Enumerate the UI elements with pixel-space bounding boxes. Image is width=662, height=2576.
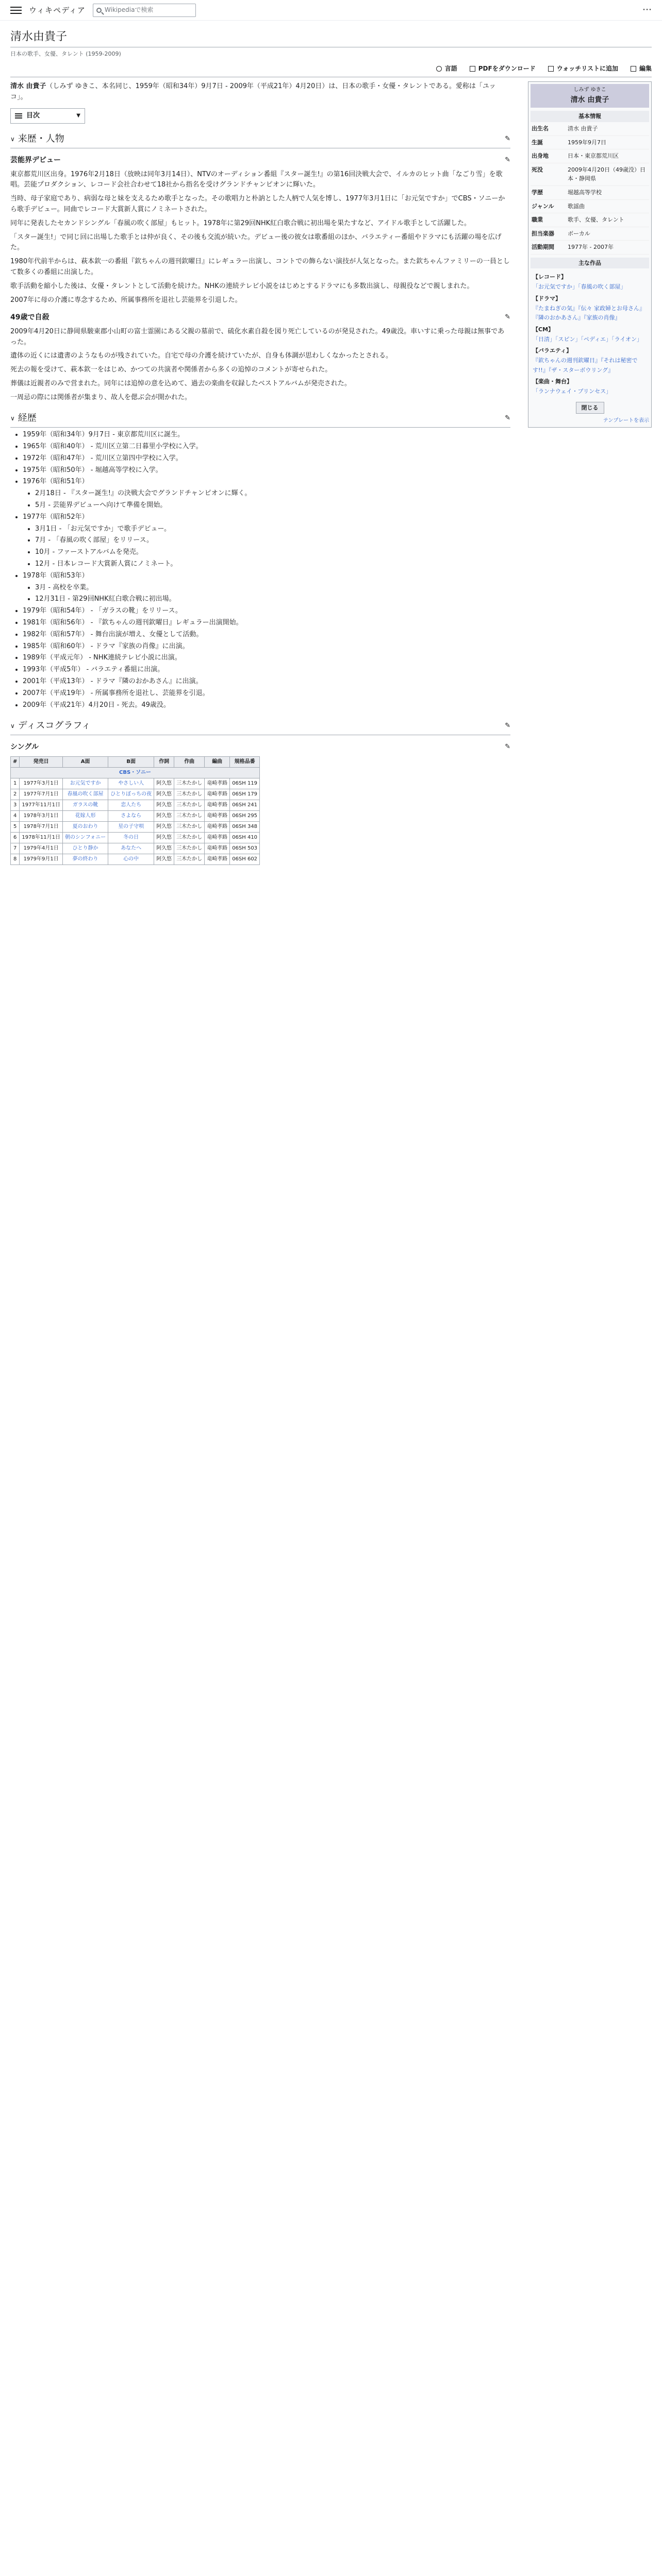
table-cell: 竜崎孝路 bbox=[205, 854, 230, 865]
table-row bbox=[11, 810, 260, 821]
table-cell: 06SH 503 bbox=[230, 843, 260, 854]
infobox-toggle[interactable] bbox=[531, 402, 649, 414]
list-item bbox=[23, 465, 510, 476]
infobox-key: 出生名 bbox=[532, 125, 549, 132]
career-text: 1985年（昭和60年） - ドラマ『家族の肖像』に出演。 bbox=[23, 642, 189, 650]
table-cell: 竜崎孝路 bbox=[205, 832, 230, 843]
career-sublist bbox=[23, 524, 510, 570]
table-row bbox=[11, 778, 260, 789]
table-group-row bbox=[11, 767, 260, 778]
list-item bbox=[23, 453, 510, 464]
table-row bbox=[11, 800, 260, 810]
pencil-icon bbox=[631, 66, 636, 72]
tab-edit[interactable] bbox=[631, 64, 652, 74]
language-icon bbox=[436, 66, 442, 72]
table-cell: 1978年11月1日 bbox=[20, 832, 63, 843]
career-text: 1979年（昭和54年） - 「ガラスの靴」をリリース。 bbox=[23, 607, 182, 615]
works-item[interactable]: 『欽ちゃんの週刊欽曜日』『それは秘密です!!』『ザ・スターボウリング』 bbox=[533, 357, 638, 374]
table-body bbox=[11, 767, 260, 865]
table-cell[interactable]: 心の中 bbox=[108, 854, 154, 865]
search-icon bbox=[96, 8, 102, 13]
infobox-rows bbox=[531, 122, 649, 255]
infobox-row bbox=[531, 200, 649, 214]
infobox-kana: しみず ゆきこ bbox=[573, 87, 606, 93]
tab-edit-label: 編集 bbox=[639, 64, 652, 72]
chevron-down-icon: ▼ bbox=[76, 112, 80, 118]
table-cell[interactable]: 冬の日 bbox=[108, 832, 154, 843]
infobox-value: ボーカル bbox=[568, 230, 590, 237]
infobox-value: 清水 由貴子 bbox=[568, 125, 598, 132]
table-cell: 7 bbox=[11, 843, 20, 854]
subsection-debut-label: 芸能界デビュー bbox=[10, 156, 61, 165]
list-item bbox=[23, 676, 510, 687]
list-item bbox=[23, 477, 510, 511]
infobox bbox=[528, 81, 652, 428]
lead-text: （しみず ゆきこ、本名同じ、1959年（昭和34年）9月7日 - 2009年（平成21年）4月20日）は、日本の歌手・女優・タレントである。愛称は「ユッコ」。 bbox=[10, 82, 496, 101]
infobox-row bbox=[531, 163, 649, 186]
table-cell: 阿久悠 bbox=[154, 778, 174, 789]
infobox-value: 2009年4月20日（49歳没）日本・静岡県 bbox=[568, 166, 646, 182]
edit-section-icon[interactable]: ✎ bbox=[505, 414, 510, 422]
more-icon[interactable]: ⋯ bbox=[642, 4, 652, 15]
infobox-key: 学歴 bbox=[532, 189, 543, 196]
table-header-cell: B面 bbox=[108, 756, 154, 767]
table-header-cell: 作詞 bbox=[154, 756, 174, 767]
paragraph: 同年に発表したセカンドシングル「春風の吹く部屋」もヒット。1978年に第29回NHK紅白歌合戦に初出場を果たすなど、アイドル歌手として活躍した。 bbox=[10, 219, 471, 227]
table-cell[interactable]: 春風の吹く部屋 bbox=[62, 789, 108, 800]
subsection-debut bbox=[10, 155, 510, 166]
tab-pdf[interactable] bbox=[470, 64, 536, 74]
career-text: 1982年（昭和57年） - 舞台出演が増え、女優として活動。 bbox=[23, 630, 203, 638]
table-cell: 1979年4月1日 bbox=[20, 843, 63, 854]
table-cell[interactable]: 恋人たち bbox=[108, 800, 154, 810]
section-heading-career[interactable] bbox=[10, 411, 510, 428]
infobox-value: 1977年 - 2007年 bbox=[568, 244, 614, 251]
list-item bbox=[23, 665, 510, 675]
search-input[interactable] bbox=[93, 4, 196, 17]
table-cell: 三木たかし bbox=[174, 854, 205, 865]
page-tabs bbox=[10, 61, 652, 77]
subsection-singles bbox=[10, 741, 510, 753]
infobox-row bbox=[531, 122, 649, 136]
list-item bbox=[23, 512, 510, 570]
paragraph: 遺体の近くには遺書のようなものが残されていた。自宅で母の介護を続けていたが、自身も体調が思わしくなかったとされる。 bbox=[10, 352, 393, 360]
works-item[interactable]: 「お元気ですか」「春風の吹く部屋」 bbox=[533, 283, 626, 291]
table-row bbox=[11, 854, 260, 865]
table-cell: 06SH 348 bbox=[230, 821, 260, 832]
list-item: • 3月 - 高校を卒業。 bbox=[35, 583, 510, 594]
paragraph: 「スター誕生!」で同じ回に出場した歌手とは仲が良く、その後も交流が続いた。デビュー後の彼女は歌番組のほか、バラエティー番組やドラマにも活躍の場を広げた。 bbox=[10, 233, 502, 252]
table-group-label[interactable]: CBS・ソニー bbox=[11, 767, 260, 778]
singles-table bbox=[10, 756, 260, 865]
table-cell[interactable]: 星の子守唄 bbox=[108, 821, 154, 832]
table-header-cell: # bbox=[11, 756, 20, 767]
list-item bbox=[23, 641, 510, 652]
chevron-icon: ∨ bbox=[10, 722, 15, 730]
lead-name: 清水 由貴子 bbox=[10, 82, 46, 90]
career-text: 1981年（昭和56年） - 『欽ちゃんの週刊欽曜日』レギュラー出演開始。 bbox=[23, 619, 243, 627]
top-right bbox=[642, 3, 652, 18]
table-cell: 竜崎孝路 bbox=[205, 800, 230, 810]
table-cell[interactable]: やさしい人 bbox=[108, 778, 154, 789]
career-text: 2001年（平成13年） - ドラマ『隣のおかあさん』に出演。 bbox=[23, 677, 203, 686]
career-text: 1993年（平成5年） - バラエティ番組に出演。 bbox=[23, 666, 164, 674]
edit-section-icon[interactable]: ✎ bbox=[505, 722, 510, 730]
table-cell: 06SH 602 bbox=[230, 854, 260, 865]
infobox-value: 歌手、女優、タレント bbox=[568, 216, 624, 224]
download-icon bbox=[470, 66, 475, 72]
table-cell: 三木たかし bbox=[174, 778, 205, 789]
infobox-value: 日本・東京都荒川区 bbox=[568, 152, 619, 160]
table-cell: 阿久悠 bbox=[154, 821, 174, 832]
table-header-cell: 作曲 bbox=[174, 756, 205, 767]
tab-watchlist[interactable] bbox=[548, 64, 618, 74]
content-layout bbox=[10, 81, 652, 865]
chevron-icon: ∨ bbox=[10, 415, 15, 422]
table-cell: 阿久悠 bbox=[154, 800, 174, 810]
paragraph: 一周忌の際には関係者が集まり、故人を偲ぶ会が開かれた。 bbox=[10, 393, 192, 401]
career-text: 2007年（平成19年） - 所属事務所を退社し、芸能界を引退。 bbox=[23, 689, 209, 697]
edit-section-icon[interactable]: ✎ bbox=[505, 156, 510, 164]
table-cell: 竜崎孝路 bbox=[205, 789, 230, 800]
tab-watchlist-label: ウォッチリストに追加 bbox=[556, 64, 618, 72]
career-text: 1976年（昭和51年） bbox=[23, 478, 89, 486]
table-cell: 三木たかし bbox=[174, 821, 205, 832]
edit-section-icon[interactable]: ✎ bbox=[505, 313, 510, 321]
page-title: 清水由貴子 bbox=[10, 28, 652, 47]
infobox-key: 生誕 bbox=[532, 139, 543, 146]
toc-label: 目次 bbox=[26, 111, 40, 120]
infobox-section-basic: 基本情報 bbox=[531, 111, 649, 122]
table-cell[interactable]: あなたへ bbox=[108, 843, 154, 854]
paragraph: 当時、母子家庭であり、病弱な母と妹を支えるため歌手となった。その歌唱力と朴訥とした人柄で人気を博し、1977年3月1日に「お元気ですか」でCBS・ソニーから歌手デビュー。同曲でレコード大賞新人賞にノミネートされた。 bbox=[10, 195, 505, 213]
career-sublist bbox=[23, 488, 510, 511]
section-career-label: 経歴 bbox=[18, 413, 37, 424]
infobox-key: 死没 bbox=[532, 166, 543, 173]
table-cell[interactable]: ガラスの靴 bbox=[62, 800, 108, 810]
works-group: 【CM】 bbox=[533, 326, 554, 333]
career-text: 1959年（昭和34年）9月7日 - 東京都荒川区に誕生。 bbox=[23, 431, 185, 439]
table-cell: 三木たかし bbox=[174, 800, 205, 810]
table-cell: 竜崎孝路 bbox=[205, 810, 230, 821]
table-cell: 1979年9月1日 bbox=[20, 854, 63, 865]
table-cell: 阿久悠 bbox=[154, 810, 174, 821]
career-sublist bbox=[23, 583, 510, 605]
table-cell: 06SH 119 bbox=[230, 778, 260, 789]
works-group: 【楽曲・舞台】 bbox=[533, 378, 572, 385]
infobox-key: ジャンル bbox=[532, 202, 554, 210]
list-item bbox=[23, 653, 510, 664]
page bbox=[0, 21, 662, 865]
infobox-section-works: 主な作品 bbox=[531, 258, 649, 269]
table-cell: 三木たかし bbox=[174, 832, 205, 843]
table-cell[interactable]: ひとり静か bbox=[62, 843, 108, 854]
table-cell: 1977年11月1日 bbox=[20, 800, 63, 810]
career-text: 1965年（昭和40年） - 荒川区立第二日暮里小学校に入学。 bbox=[23, 443, 203, 451]
career-text: 1972年（昭和47年） - 荒川区立第四中学校に入学。 bbox=[23, 454, 183, 462]
toc-icon bbox=[15, 113, 22, 118]
career-text: 1975年（昭和50年） - 堀越高等学校に入学。 bbox=[23, 466, 162, 474]
infobox-value: 1959年9月7日 bbox=[568, 139, 606, 146]
paragraph: 2007年に母の介護に専念するため、所属事務所を退社し芸能界を引退した。 bbox=[10, 296, 242, 304]
table-cell: 06SH 410 bbox=[230, 832, 260, 843]
career-text: 1989年（平成元年） - NHK連続テレビ小説に出演。 bbox=[23, 654, 181, 662]
section-discography-label: ディスコグラフィ bbox=[18, 720, 91, 732]
table-cell[interactable]: 朝のシンフォニー bbox=[62, 832, 108, 843]
list-item bbox=[23, 430, 510, 440]
works-item[interactable]: 『隣のおかあさん』『家族の肖像』 bbox=[533, 314, 621, 321]
table-header-cell: 規格品番 bbox=[230, 756, 260, 767]
infobox-works bbox=[531, 268, 649, 398]
table-cell[interactable]: さよなら bbox=[108, 810, 154, 821]
tab-language[interactable] bbox=[436, 64, 457, 74]
career-text: 2009年（平成21年）4月20日 - 死去。49歳没。 bbox=[23, 701, 170, 709]
table-cell: 三木たかし bbox=[174, 843, 205, 854]
infobox-value: 堀越高等学校 bbox=[568, 189, 602, 196]
paragraph: 1980年代前半からは、萩本欽一の番組『欽ちゃんの週刊欽曜日』にレギュラー出演し、コントでの飾らない演技が人気となった。また欽ちゃんファミリーの一員として数多くの番組に出演した。 bbox=[10, 258, 510, 276]
table-header-row bbox=[11, 756, 260, 767]
works-item[interactable]: 「ランナウェイ・プリンセス」 bbox=[533, 388, 612, 395]
table-cell: 4 bbox=[11, 810, 20, 821]
works-group: 【バラエティ】 bbox=[533, 347, 572, 354]
table-cell: 1977年3月1日 bbox=[20, 778, 63, 789]
chevron-icon: ∨ bbox=[10, 135, 15, 143]
paragraph: 歌手活動を縮小した後は、女優・タレントとして活動を続けた。NHKの連続テレビ小説をはじめとするドラマにも多数出演し、母親役などで親しまれた。 bbox=[10, 282, 474, 290]
section-heading-history[interactable] bbox=[10, 132, 510, 148]
career-list bbox=[10, 430, 510, 710]
table-cell[interactable]: お元気ですか bbox=[62, 778, 108, 789]
table-row bbox=[11, 832, 260, 843]
infobox-row bbox=[531, 149, 649, 163]
table-cell: 阿久悠 bbox=[154, 843, 174, 854]
table-row bbox=[11, 821, 260, 832]
table-cell: 竜崎孝路 bbox=[205, 843, 230, 854]
table-row bbox=[11, 789, 260, 800]
infobox-row bbox=[531, 227, 649, 241]
infobox-row bbox=[531, 213, 649, 227]
table-cell: 阿久悠 bbox=[154, 789, 174, 800]
lead-paragraph bbox=[10, 81, 510, 103]
template-link[interactable]: テンプレートを表示 bbox=[603, 418, 649, 424]
infobox-key: 出身地 bbox=[532, 152, 549, 160]
infobox-row bbox=[531, 241, 649, 255]
top-bar bbox=[0, 0, 662, 21]
infobox-row bbox=[531, 186, 649, 200]
list-item bbox=[23, 606, 510, 617]
works-item[interactable]: 『たまねぎの気』『伝々 家政婦とお母さん』 bbox=[533, 304, 645, 312]
list-item: • 10月 - ファーストアルバムを発売。 bbox=[35, 547, 510, 558]
works-group: 【ドラマ】 bbox=[533, 295, 561, 302]
list-item: • 3月1日 - 「お元気ですか」で歌手デビュー。 bbox=[35, 524, 510, 535]
table-cell: 1 bbox=[11, 778, 20, 789]
works-group: 【レコード】 bbox=[533, 274, 567, 281]
subsection-death-label: 49歳で自殺 bbox=[10, 313, 49, 322]
table-cell[interactable]: 花嫁人形 bbox=[62, 810, 108, 821]
page-subtitle: 日本の歌手、女優、タレント (1959-2009) bbox=[10, 50, 121, 58]
table-cell: 8 bbox=[11, 854, 20, 865]
list-item: • 5月 - 芸能界デビューへ向けて準備を開始。 bbox=[35, 500, 510, 511]
wikipedia-logo[interactable]: ウィキペディア bbox=[29, 5, 86, 15]
table-cell: 竜崎孝路 bbox=[205, 778, 230, 789]
table-cell: 阿久悠 bbox=[154, 854, 174, 865]
list-item bbox=[23, 630, 510, 640]
paragraph: 葬儀は近親者のみで営まれた。同年には追悼の意を込めて、過去の楽曲を収録したベストアルバムが発売された。 bbox=[10, 379, 351, 387]
infobox-toggle-label: 閉じる bbox=[576, 402, 604, 414]
menu-icon[interactable] bbox=[10, 7, 22, 14]
tab-pdf-label: PDFをダウンロード bbox=[478, 64, 536, 72]
table-header-cell: 発売日 bbox=[20, 756, 63, 767]
infobox-name: 清水 由貴子 bbox=[570, 95, 609, 104]
table-cell: 1977年7月1日 bbox=[20, 789, 63, 800]
list-item bbox=[23, 688, 510, 699]
career-text: 1977年（昭和52年） bbox=[23, 513, 89, 521]
table-cell: 2 bbox=[11, 789, 20, 800]
infobox-row bbox=[531, 136, 649, 150]
table-cell: 06SH 295 bbox=[230, 810, 260, 821]
article-body bbox=[10, 81, 510, 865]
infobox-key: 職業 bbox=[532, 216, 543, 224]
works-item[interactable]: 「日清」「スピン」「ペディエ」「ライオン」 bbox=[533, 335, 642, 343]
paragraph: 2009年4月20日に静岡県駿東郡小山町の富士霊園にある父親の墓前で、硫化水素自殺を図り死亡しているのが発見された。49歳没。車いすに乗った母親は無事であった。 bbox=[10, 327, 505, 346]
edit-section-icon[interactable]: ✎ bbox=[505, 743, 510, 751]
edit-section-icon[interactable]: ✎ bbox=[505, 135, 510, 143]
list-item: • 12月31日 - 第29回NHK紅白歌合戦に初出場。 bbox=[35, 594, 510, 605]
table-cell: 06SH 241 bbox=[230, 800, 260, 810]
list-item bbox=[23, 571, 510, 605]
table-cell: 3 bbox=[11, 800, 20, 810]
section-history-label: 来歴・人物 bbox=[18, 133, 64, 145]
table-row bbox=[11, 843, 260, 854]
table-cell: 6 bbox=[11, 832, 20, 843]
infobox-value: 歌謡曲 bbox=[568, 202, 585, 210]
table-cell: 三木たかし bbox=[174, 789, 205, 800]
table-cell: 06SH 179 bbox=[230, 789, 260, 800]
list-item: • 2月18日 - 『スター誕生!』の決戦大会でグランドチャンピオンに輝く。 bbox=[35, 488, 510, 499]
list-item bbox=[23, 700, 510, 711]
section-heading-discography[interactable] bbox=[10, 719, 510, 735]
table-cell: 1978年7月1日 bbox=[20, 821, 63, 832]
table-header-cell: A面 bbox=[62, 756, 108, 767]
paragraph: 東京都荒川区出身。1976年2月18日（放映は同年3月14日）、NTVのオーディション番組『スター誕生!』の第16回決戦大会で、イルカのヒット曲「なごり雪」を歌唱。芸能プロダクション、レコード会社合わせて18社から指名を受けグランドチャンピオンに輝いた。 bbox=[10, 170, 503, 189]
infobox-header bbox=[531, 84, 649, 108]
infobox-key: 活動期間 bbox=[532, 244, 554, 251]
subsection-singles-label: シングル bbox=[10, 743, 39, 752]
table-cell: 1978年3月1日 bbox=[20, 810, 63, 821]
table-cell[interactable]: 夏のおわり bbox=[62, 821, 108, 832]
table-cell[interactable]: 夢の終わり bbox=[62, 854, 108, 865]
table-cell: 竜崎孝路 bbox=[205, 821, 230, 832]
paragraph: 死去の報を受けて、萩本欽一をはじめ、かつての共演者や関係者から多くの追悼のコメントが寄せられた。 bbox=[10, 366, 332, 374]
list-item: • 7月 - 「春風の吹く部屋」をリリース。 bbox=[35, 535, 510, 546]
career-text: 1978年（昭和53年） bbox=[23, 571, 89, 580]
table-header-cell: 編曲 bbox=[205, 756, 230, 767]
infobox-key: 担当楽器 bbox=[532, 230, 554, 237]
subsection-death bbox=[10, 312, 510, 323]
table-cell: 阿久悠 bbox=[154, 832, 174, 843]
star-icon bbox=[548, 66, 554, 72]
table-cell[interactable]: ひとりぼっちの夜 bbox=[108, 789, 154, 800]
tab-language-label: 言語 bbox=[444, 64, 457, 72]
table-cell: 三木たかし bbox=[174, 810, 205, 821]
list-item bbox=[23, 442, 510, 452]
list-item bbox=[23, 618, 510, 629]
search-placeholder: Wikipediaで検索 bbox=[104, 6, 154, 13]
list-item: • 12月 - 日本レコード大賞新人賞にノミネート。 bbox=[35, 559, 510, 570]
toc-button[interactable] bbox=[10, 108, 85, 124]
table-cell: 5 bbox=[11, 821, 20, 832]
